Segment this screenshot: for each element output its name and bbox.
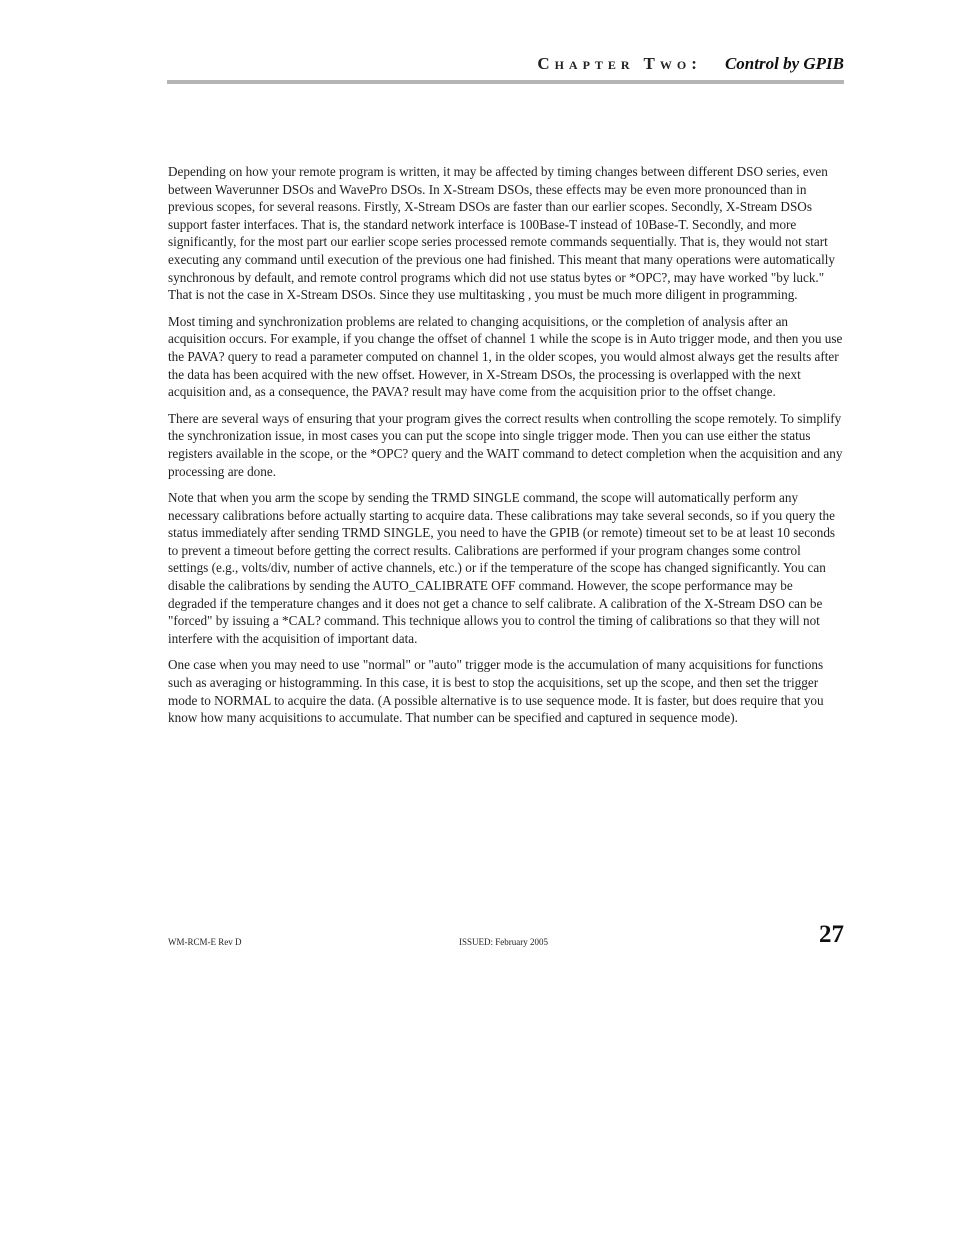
paragraph-synchronization: Most timing and synchronization problems are related to changing acquisitions, or the completion of analysis after an acquisition occurs. For example, if you change the offset of channel 1 while the scope is in Auto trigger mode, and then you use the PAVA? query to read a parameter computed on channel 1, in the older scopes, you would almost always get the results after the data has been acquired with the new offset. However, in X-Stream DSOs, the processing is overlapped with the next acquisition and, as a consequence, the PAVA? result may have come from the acquisition prior to the offset change. — [168, 313, 843, 400]
footer-issued-date: ISSUED: February 2005 — [459, 937, 548, 947]
paragraph-calibrations: Note that when you arm the scope by sending the TRMD SINGLE command, the scope will automatically perform any necessary calibrations before actually starting to acquire data. These calibrations may take several seconds, so if you query the status immediately after sending TRMD SINGLE, you need to have the GPIB (or remote) timeout set to be at least 10 seconds to prevent a timeout before getting the correct results. Calibrations are performed if your program changes some control settings (e.g., volts/div, number of active channels, etc.) or if the temperature of the scope has changed significantly. You can disable the calibrations by sending the AUTO_CALIBRATE OFF command. However, the scope performance may be degraded if the temperature changes and it does not get a chance to self calibrate. A calibration of the X-Stream DSO can be "forced" by issuing a *CAL? command. This technique allows you to control the timing of calibrations so that they will not interfere with the acquisition of important data. — [168, 490, 836, 646]
page-header — [167, 54, 844, 80]
body-content — [168, 163, 844, 736]
footer-doc-id: WM-RCM-E Rev D — [168, 937, 242, 947]
chapter-title: Control by GPIB — [724, 54, 844, 73]
paragraph-timing: Depending on how your remote program is written, it may be affected by timing changes between different DSO series, even between Waverunner DSOs and WavePro DSOs. In X-Stream DSOs, these effects may be even more pronounced than in previous scopes, for several reasons. Firstly, X-Stream DSOs are faster than our earlier scopes. Secondly, X-Stream DSOs support faster interfaces. That is, the standard network interface is 100Base-T instead of 10Base-T. Secondly, and more significantly, for the most part our earlier scope series processed remote commands sequentially. That is, they would not start executing any command until execution of the previous one had finished. This meant that many operations were automatically synchronous by default, and remote control programs which did not use status bytes or *OPC?, may have worked "by luck." That is not the case in X-Stream DSOs. Since they use multitasking , you must be much more diligent in programming. — [168, 164, 835, 303]
paragraph-trigger-mode: One case when you may need to use "normal" or "auto" trigger mode is the accumulation of many acquisitions for functions such as averaging or histogramming. In this case, it is best to stop the acquisitions, set up the scope, and then set the trigger mode to NORMAL to acquire the data. (A possible alternative is to use sequence mode. It is faster, but does require that you know how many acquisitions to accumulate. That number can be specified and captured in sequence mode). — [168, 657, 824, 726]
paragraph-correct-results: There are several ways of ensuring that your program gives the correct results when controlling the scope remotely. To simplify the synchronization issue, in most cases you can put the scope into single trigger mode. Then you can use either the status registers available in the scope, or the *OPC? query and the WAIT command to detect completion when the acquisition and any processing are done. — [168, 410, 843, 479]
header-divider — [167, 80, 844, 84]
page-number: 27 — [819, 921, 844, 948]
chapter-label: Chapter Two: — [537, 54, 702, 73]
